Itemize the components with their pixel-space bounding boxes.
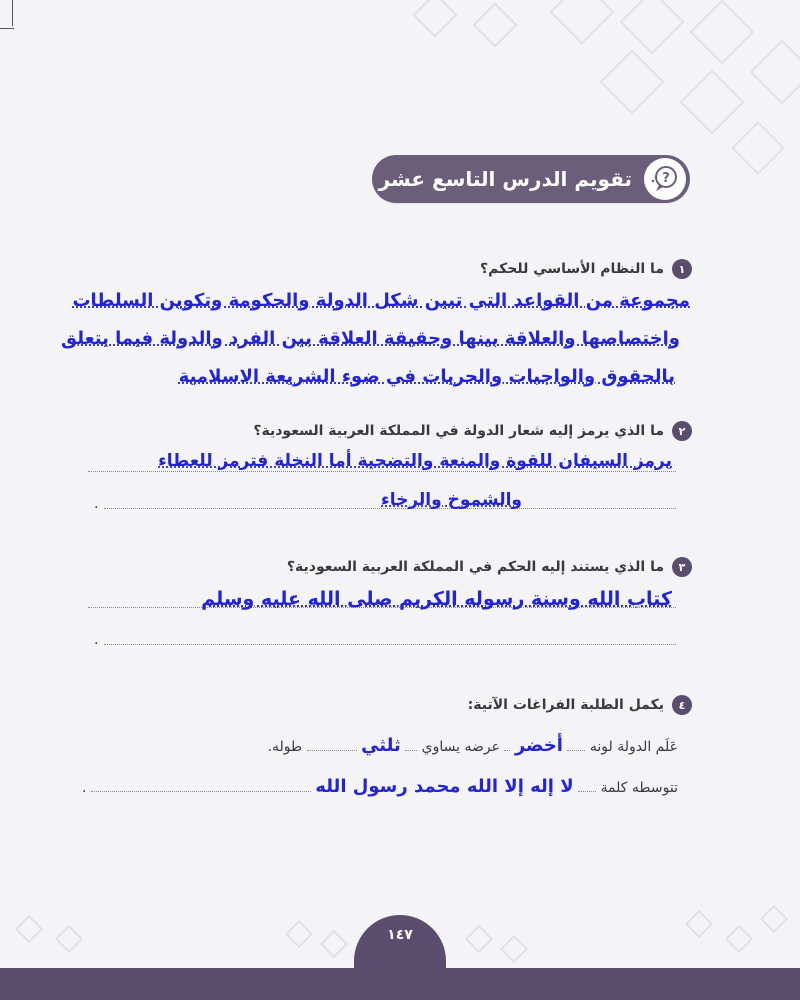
question-number-badge: ١ xyxy=(672,259,692,279)
question-number-badge: ٢ xyxy=(672,421,692,441)
fill-text: طوله. xyxy=(267,739,303,755)
question-text: يكمل الطلبة الفراغات الآتية: xyxy=(467,697,664,713)
question-bubble-icon xyxy=(644,158,686,200)
blank-dots xyxy=(91,779,311,792)
question-text: ما الذي يستند إليه الحكم في المملكة العربية السعودية؟ xyxy=(286,559,664,575)
fill-blank-line-2 xyxy=(82,776,678,797)
crop-mark xyxy=(0,28,14,29)
answer-line: والشموخ والرخاء xyxy=(381,490,522,510)
lesson-title: تقويم الدرس التاسع عشر xyxy=(378,167,632,191)
blank-dots xyxy=(578,779,596,792)
question-text: ما الذي يرمز إليه شعار الدولة في المملكة العربية السعودية؟ xyxy=(253,423,664,439)
blank-dots xyxy=(567,738,585,751)
answer-line: كتاب الله وسنة رسوله الكريم صلى الله عليه وسلم xyxy=(201,588,672,610)
question-number-badge: ٤ xyxy=(672,695,692,715)
lesson-title-banner xyxy=(372,155,690,203)
crop-mark xyxy=(12,0,13,26)
fill-text: عرضه يساوي xyxy=(421,739,500,755)
answer-dotted-line xyxy=(104,644,676,645)
fill-blank-line-1 xyxy=(268,735,678,756)
question-text: ما النظام الأساسي للحكم؟ xyxy=(480,261,664,277)
line-end-period: . xyxy=(94,632,99,648)
question-1 xyxy=(480,259,692,279)
answer-dotted-line xyxy=(88,471,676,472)
question-2 xyxy=(253,421,692,441)
question-number-badge: ٣ xyxy=(672,557,692,577)
page-number: ١٤٧ xyxy=(387,927,413,943)
question-3 xyxy=(287,557,692,577)
page-number-tab xyxy=(354,915,446,971)
blank-dots xyxy=(504,738,510,751)
fill-text: عَلَم الدولة لونه xyxy=(589,739,678,755)
fill-text: تتوسطه كلمة xyxy=(600,780,678,796)
fill-answer-shahada: لا إله إلا الله محمد رسول الله xyxy=(315,776,574,797)
blank-dots xyxy=(307,738,357,751)
fill-answer-color: أخضر xyxy=(514,735,563,756)
answer-line: مجموعة من القواعد التي تبين شكل الدولة والحكومة وتكوين السلطات xyxy=(72,290,690,311)
footer-band xyxy=(0,968,800,1000)
answer-line: واختصاصها والعلاقة بينها وحقيقة العلاقة بين الفرد والدولة فيما يتعلق xyxy=(61,328,680,349)
line-end-period: . xyxy=(94,496,99,512)
fill-answer-ratio: ثلثي xyxy=(361,735,401,756)
blank-dots xyxy=(405,738,417,751)
answer-line: بالحقوق والواجبات والحريات في ضوء الشريعة الاسلامية xyxy=(178,366,675,387)
svg-text:?: ? xyxy=(662,171,670,186)
line-end-period: . xyxy=(81,780,87,796)
question-4 xyxy=(468,695,692,715)
answer-line: يرمز السيفان للقوة والمنعة والتضحية أما النخلة فترمز للعطاء xyxy=(158,451,672,471)
